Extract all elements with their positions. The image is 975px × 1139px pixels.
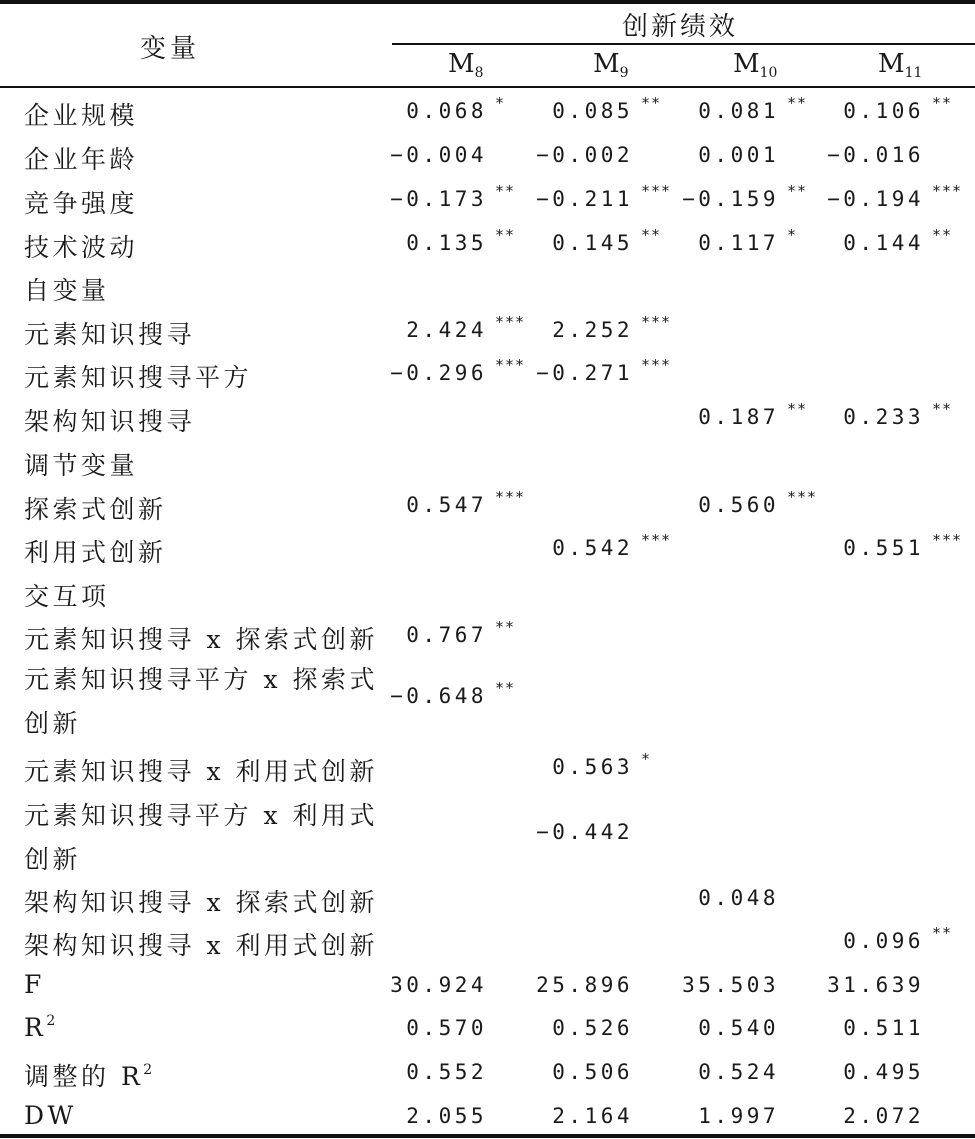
- coefficient-cell: 0.526: [552, 1016, 633, 1040]
- significance-stars: ***: [932, 531, 963, 549]
- coefficient-cell: 0.551: [843, 536, 924, 560]
- coefficient-cell: 0.048: [698, 886, 779, 910]
- coefficient-cell: 0.540: [698, 1016, 779, 1040]
- table-header-rule: [0, 86, 975, 88]
- row-label: 技术波动: [24, 233, 139, 262]
- coefficient-cell: 2.072: [843, 1104, 924, 1128]
- significance-stars: **: [641, 94, 662, 112]
- model-header-m11: $M_{11}$: [878, 49, 923, 81]
- coefficient-cell: −0.296: [390, 361, 487, 385]
- row-label: 元素知识搜寻平方: [24, 363, 253, 392]
- row-label: 竞争强度: [24, 189, 139, 218]
- significance-stars: **: [641, 226, 662, 244]
- row-label: 元素知识搜寻: [24, 320, 196, 349]
- row-label: 调整的 $R^2$: [24, 1062, 153, 1091]
- coefficient-cell: 0.081: [698, 99, 779, 123]
- table-bottom-rule: [0, 1134, 975, 1138]
- coefficient-cell: 1.997: [698, 1104, 779, 1128]
- significance-stars: **: [932, 400, 953, 418]
- group-header-rule: [392, 43, 975, 45]
- significance-stars: **: [932, 94, 953, 112]
- significance-stars: **: [787, 182, 808, 200]
- row-label: 架构知识搜寻: [24, 407, 196, 436]
- significance-stars: **: [787, 94, 808, 112]
- coefficient-cell: −0.002: [536, 143, 633, 167]
- row-label-continuation: 创新: [24, 709, 82, 738]
- coefficient-cell: 0.560: [698, 493, 779, 517]
- coefficient-cell: −0.194: [827, 187, 924, 211]
- coefficient-cell: 0.135: [406, 231, 487, 255]
- coefficient-cell: 0.767: [406, 623, 487, 647]
- significance-stars: ***: [495, 356, 526, 374]
- coefficient-cell: 0.524: [698, 1060, 779, 1084]
- significance-stars: **: [495, 679, 516, 697]
- row-label: 企业规模: [24, 101, 139, 130]
- coefficient-cell: 25.896: [536, 973, 633, 997]
- significance-stars: ***: [495, 313, 526, 331]
- coefficient-cell: 0.001: [698, 143, 779, 167]
- coefficient-cell: 0.106: [843, 99, 924, 123]
- coefficient-cell: −0.211: [536, 187, 633, 211]
- significance-stars: ***: [641, 182, 672, 200]
- coefficient-cell: 0.233: [843, 405, 924, 429]
- row-label: 架构知识搜寻 x 利用式创新: [24, 931, 378, 960]
- coefficient-cell: 31.639: [827, 973, 924, 997]
- significance-stars: **: [932, 924, 953, 942]
- coefficient-cell: −0.442: [536, 820, 633, 844]
- coefficient-cell: 2.252: [552, 318, 633, 342]
- model-header-m8: $M_8$: [448, 49, 484, 81]
- row-label: 利用式创新: [24, 538, 167, 567]
- model-header-m10: $M_{10}$: [733, 49, 778, 81]
- significance-stars: ***: [641, 313, 672, 331]
- coefficient-cell: 30.924: [390, 973, 487, 997]
- significance-stars: ***: [932, 182, 963, 200]
- row-label: 架构知识搜寻 x 探索式创新: [24, 888, 378, 917]
- coefficient-cell: 0.117: [698, 231, 779, 255]
- row-label: 探索式创新: [24, 495, 167, 524]
- row-label: 企业年龄: [24, 145, 139, 174]
- coefficient-cell: 2.164: [552, 1104, 633, 1128]
- coefficient-cell: 0.563: [552, 755, 633, 779]
- row-label: 调节变量: [24, 451, 139, 480]
- row-label: 元素知识搜寻平方 x 利用式: [24, 801, 378, 830]
- innovation-performance-header: 创新绩效: [622, 12, 739, 42]
- coefficient-cell: 0.187: [698, 405, 779, 429]
- significance-stars: ***: [495, 488, 526, 506]
- row-label: 交互项: [24, 582, 110, 611]
- row-label: $R^2$: [24, 1013, 56, 1042]
- row-label: 元素知识搜寻平方 x 探索式: [24, 665, 378, 694]
- row-label: F: [24, 970, 45, 999]
- coefficient-cell: −0.004: [390, 143, 487, 167]
- coefficient-cell: 2.055: [406, 1104, 487, 1128]
- coefficient-cell: −0.271: [536, 361, 633, 385]
- coefficient-cell: −0.173: [390, 187, 487, 211]
- row-label: 自变量: [24, 276, 110, 305]
- coefficient-cell: 0.552: [406, 1060, 487, 1084]
- table-top-rule: [0, 0, 975, 4]
- row-label: 元素知识搜寻 x 利用式创新: [24, 757, 378, 786]
- significance-stars: *: [787, 226, 798, 244]
- coefficient-cell: −0.159: [682, 187, 779, 211]
- significance-stars: ***: [787, 488, 818, 506]
- significance-stars: ***: [641, 356, 672, 374]
- significance-stars: **: [495, 226, 516, 244]
- coefficient-cell: −0.648: [390, 684, 487, 708]
- coefficient-cell: 35.503: [682, 973, 779, 997]
- coefficient-cell: 0.547: [406, 493, 487, 517]
- coefficient-cell: 0.085: [552, 99, 633, 123]
- coefficient-cell: 0.096: [843, 929, 924, 953]
- model-header-m9: $M_9$: [593, 49, 629, 81]
- significance-stars: *: [641, 750, 652, 768]
- coefficient-cell: 0.144: [843, 231, 924, 255]
- significance-stars: **: [932, 226, 953, 244]
- variable-column-header: 变量: [140, 34, 201, 64]
- coefficient-cell: 0.495: [843, 1060, 924, 1084]
- coefficient-cell: 0.506: [552, 1060, 633, 1084]
- significance-stars: **: [495, 618, 516, 636]
- significance-stars: **: [495, 182, 516, 200]
- coefficient-cell: 0.511: [843, 1016, 924, 1040]
- row-label: DW: [24, 1101, 77, 1130]
- coefficient-cell: 2.424: [406, 318, 487, 342]
- coefficient-cell: 0.068: [406, 99, 487, 123]
- coefficient-cell: 0.145: [552, 231, 633, 255]
- coefficient-cell: −0.016: [827, 143, 924, 167]
- significance-stars: *: [495, 94, 506, 112]
- coefficient-cell: 0.542: [552, 536, 633, 560]
- significance-stars: **: [787, 400, 808, 418]
- row-label-continuation: 创新: [24, 845, 82, 874]
- coefficient-cell: 0.570: [406, 1016, 487, 1040]
- row-label: 元素知识搜寻 x 探索式创新: [24, 625, 378, 654]
- significance-stars: ***: [641, 531, 672, 549]
